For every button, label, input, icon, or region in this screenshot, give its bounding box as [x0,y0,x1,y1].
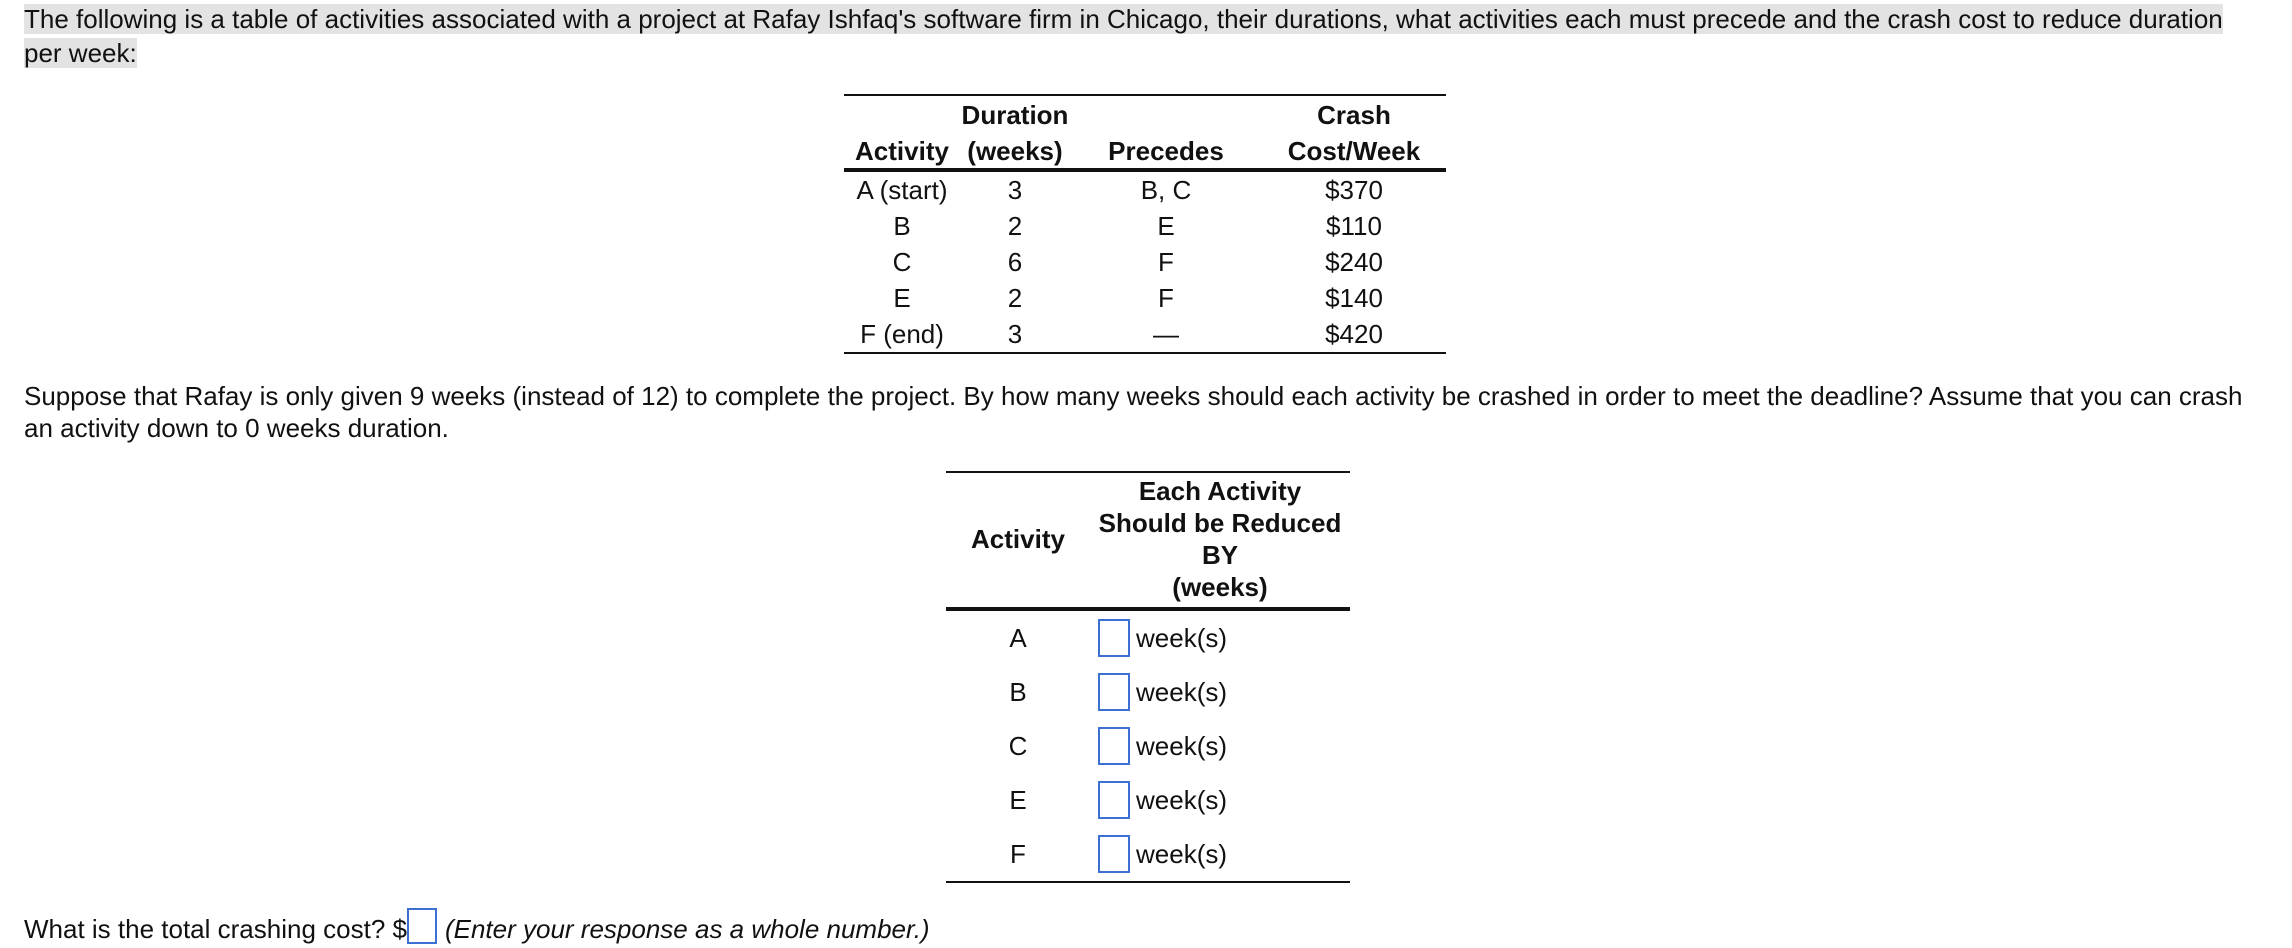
table-row [946,773,1350,827]
activity-header-blank [844,95,960,132]
precedes-cell: F [1158,247,1174,277]
unit-label: week(s) [1136,730,1228,761]
activity-cell: F (end) [860,319,944,349]
activity-cell: F [1010,838,1026,869]
cost-cell: $420 [1325,319,1383,349]
crash-answer-table [946,471,1350,883]
crash-header-bottom: Cost/Week [1262,132,1446,170]
cost-cell: $370 [1325,175,1383,205]
duration-cell: 3 [1007,175,1023,205]
duration-cell: 2 [1007,283,1023,313]
table-row [946,665,1350,719]
answer-cell [1090,827,1350,882]
table-row [844,244,1446,280]
table-row [844,208,1446,244]
duration-cell: 6 [1007,247,1023,277]
activity-header: Activity [844,132,960,170]
precedes-cell: E [1157,211,1175,241]
activities-table [844,94,1446,354]
activity-cell: E [893,283,911,313]
answer-cell [1090,719,1350,773]
reduce-header-line: BY [1201,540,1239,570]
unit-label: week(s) [1136,622,1228,653]
duration-header-top: Duration [961,100,1069,130]
reduce-header-line: Each Activity [1138,476,1302,506]
activity-cell: C [892,247,912,277]
duration-header-bottom: (weeks) [960,132,1070,170]
crash-weeks-input-a[interactable] [1098,619,1130,657]
intro-text [24,2,2259,70]
reduce-header-line: Should be Reduced [1098,508,1342,538]
table-row [946,827,1350,882]
unit-label: week(s) [1136,676,1228,707]
duration-cell: 2 [1007,211,1023,241]
crash-weeks-input-b[interactable] [1098,673,1130,711]
table-row [844,316,1446,353]
activity-cell: E [1009,784,1027,815]
activity-cell: A [1009,622,1027,653]
cost-cell: $240 [1325,247,1383,277]
cost-cell: $110 [1326,211,1382,241]
reduce-header-line: (weeks) [1172,572,1268,602]
answer-cell [1090,609,1350,665]
total-cost-label: What is the total crashing cost? $ [24,914,407,944]
crash-weeks-input-e[interactable] [1098,781,1130,819]
crash-weeks-input-c[interactable] [1098,727,1130,765]
unit-label: week(s) [1136,784,1228,815]
reduce-header [1090,472,1350,609]
table-row [844,280,1446,316]
duration-cell: 3 [1007,319,1023,349]
activity-cell: C [1008,730,1028,761]
table-row [844,170,1446,208]
answer-cell [1090,773,1350,827]
total-cost-question [24,908,930,946]
activity-header: Activity [946,472,1090,609]
table-row [946,719,1350,773]
unit-label: week(s) [1136,838,1228,869]
activity-cell: B [1009,676,1027,707]
total-cost-input[interactable] [407,908,437,944]
precedes-cell: B, C [1140,175,1192,205]
question-text: Suppose that Rafay is only given 9 weeks (instead of 12) to complete the project. By how many weeks should each activity be crashed in order to meet the deadline? Assume that you can crash an activity down to 0 weeks duration. [24,381,2243,443]
precedes-header-blank [1070,95,1262,132]
activity-cell: B [893,211,911,241]
crash-weeks-input-f[interactable] [1098,835,1130,873]
intro-highlight: The following is a table of activities associated with a project at Rafay Ishfaq's software firm in Chicago, their durations, what activities each must precede and the crash cost to reduce duration per week: [24,4,2223,68]
crash-header-top: Crash [1317,100,1391,130]
precedes-header: Precedes [1070,132,1262,170]
cost-cell: $140 [1325,283,1383,313]
precedes-cell: F [1158,283,1174,313]
activity-cell: A (start) [856,175,948,205]
whole-number-hint: (Enter your response as a whole number.) [444,914,930,944]
answer-cell [1090,665,1350,719]
precedes-cell: — [1153,319,1179,349]
table-row [946,609,1350,665]
